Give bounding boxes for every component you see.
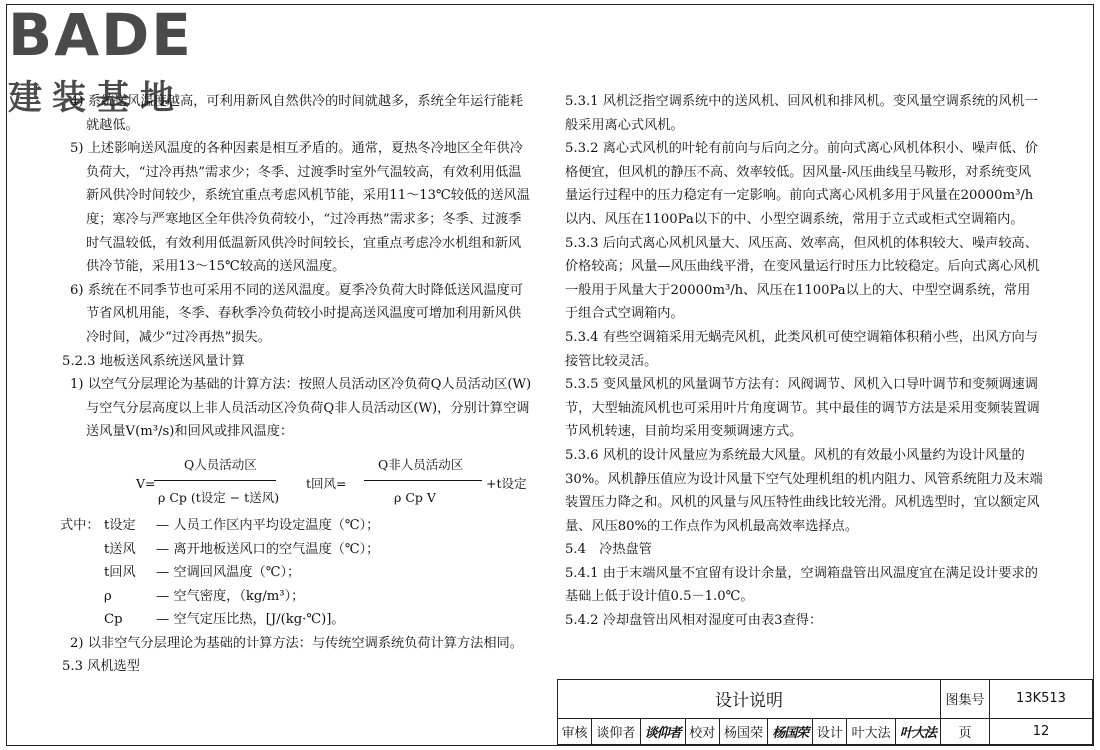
heading-5-2-3: 5.2.3 地板送风系统送风量计算 bbox=[62, 353, 245, 369]
reviewer-name: 谈仰者 bbox=[592, 718, 640, 744]
checker-signature: 杨国荣 bbox=[768, 718, 813, 744]
drawing-title: 设计说明 bbox=[558, 680, 941, 719]
formula-block bbox=[62, 450, 532, 512]
section-5-3-6: 5.3.6 风机的设计风量应为系统最大风量。风机的有效最小风量约为设计风量的30%。风机静压值应为设计风量下空气处理机组的机内阻力、风管系统阻力及末端装置压力降之和。风机的风量与风压特性曲线比较光滑。风机选型时，宜以额定风量、风压80%的工作点作为风机最高效率选择点。 bbox=[565, 447, 1043, 534]
logo-chinese: 建装基地 bbox=[8, 78, 184, 118]
section-5-4-2: 5.4.2 冷却盘管出风相对湿度可由表3查得： bbox=[565, 613, 823, 629]
definitions bbox=[62, 514, 532, 632]
formula-v-den: ρ Cp (t设定 − t送风) bbox=[158, 489, 280, 505]
para-6: 6) 系统在不同季节也可采用不同的送风温度。夏季冷负荷大时降低送风温度可节省风机用能，冬季、春秋季冷负荷较小时提高送风温度可增加利用新风供冷时间，减少“过冷再热”损失。 bbox=[70, 282, 523, 345]
page-number: 12 bbox=[990, 718, 1093, 744]
method-2: 2) 以非空气分层理论为基础的计算方法：与传统空调系统负荷计算方法相同。 bbox=[70, 635, 523, 651]
logo-brand: BADE bbox=[8, 1, 193, 69]
section-5-3-2: 5.3.2 离心式风机的叶轮有前向与后向之分。前向式离心风机体积小、噪声低、价格便宜，但风机的静压不高、效率较低。因风量-风压曲线呈马鞍形，对系统变风量运行过程中的压力稳定有一定影响。前向式离心风机多用于风量在20000m³/h以内、风压在1100Pa以下的中、小型空调系统，常用于立式或柜式空调箱内。 bbox=[565, 141, 1038, 227]
formula-v-num: Q人员活动区 bbox=[184, 456, 257, 472]
method-1: 1) 以空气分层理论为基础的计算方法：按照人员活动区冷负荷Q人员活动区(W)与空气分层高度以上非人员活动区冷负荷Q非人员活动区(W)，分别计算空调送风量V(m³/s)和回风或排风温度： bbox=[70, 377, 532, 440]
left-column bbox=[62, 90, 532, 679]
section-5-3-4: 5.3.4 有些空调箱采用无蜗壳风机，此类风机可使空调箱体积稍小些，出风方向与接管比较灵活。 bbox=[565, 329, 1038, 369]
check-label: 校对 bbox=[685, 718, 719, 744]
heading-5-4: 5.4 冷热盘管 bbox=[565, 542, 652, 558]
designer-signature: 叶大法 bbox=[895, 718, 940, 744]
formula-t-num: Q非人员活动区 bbox=[378, 456, 464, 472]
formula-t-den: ρ Cp V bbox=[394, 489, 436, 505]
checker-name: 杨国荣 bbox=[719, 718, 767, 744]
def-row: t回风 — 空调回风温度（℃）； bbox=[104, 565, 301, 581]
page-label: 页 bbox=[941, 718, 990, 744]
section-5-4-1: 5.4.1 由于末端风量不宜留有设计余量，空调箱盘管出风温度宜在满足设计要求的基础上低于设计值0.5－1.0℃。 bbox=[565, 565, 1038, 605]
heading-5-3: 5.3 风机选型 bbox=[62, 659, 140, 675]
atlas-number: 13K513 bbox=[990, 680, 1093, 719]
para-5: 5) 上述影响送风温度的各种因素是相互矛盾的。通常，夏热冬冷地区全年供冷负荷大，“过冷再热”需求少；冬季、过渡季时室外气温较高，有效利用低温新风供冷时间较少，系统宜重点考虑风机节能，采用11～13℃较低的送风温度；寒冷与严寒地区全年供冷负荷较小，“过冷再热”需求多；冬季、过渡季时气温较低，有效利用低温新风供冷时间较长，宜重点考虑冷水机组和新风供冷节能，采用13～15℃较高的送风温度。 bbox=[70, 141, 530, 275]
review-label: 审核 bbox=[558, 718, 592, 744]
formula-t-tail: +t设定 bbox=[486, 475, 527, 491]
defs-lead: 式中： bbox=[60, 517, 100, 533]
def-row: Cp — 空气定压比热，[J/(kg·℃)]。 bbox=[104, 612, 345, 628]
def-row: t设定 — 人员工作区内平均设定温度（℃）； bbox=[104, 517, 380, 533]
designer-name: 叶大法 bbox=[847, 718, 895, 744]
formula-v-bar bbox=[154, 480, 276, 481]
section-5-3-1: 5.3.1 风机泛指空调系统中的送风机、回风机和排风机。变风量空调系统的风机一般采用离心式风机。 bbox=[565, 94, 1038, 133]
right-column bbox=[565, 90, 1043, 633]
title-block bbox=[557, 679, 1093, 745]
reviewer-signature: 谈仰者 bbox=[640, 718, 685, 744]
formula-t-lhs: t回风= bbox=[306, 475, 347, 491]
def-row: t送风 — 离开地板送风口的空气温度（℃）； bbox=[104, 541, 380, 557]
section-5-3-3: 5.3.3 后向式离心风机风量大、风压高、效率高，但风机的体积较大、噪声较高、价格较高；风量—风压曲线平滑，在变风量运行时压力比较稳定。后向式离心风机一般用于风量大于20000m³/h、风压在1100Pa以上的大、中型空调系统，常用于组合式空调箱内。 bbox=[565, 235, 1040, 322]
design-label: 设计 bbox=[813, 718, 847, 744]
formula-t-bar bbox=[364, 480, 482, 481]
para-4: 4) 系统送风温度越高，可利用新风自然供冷的时间就越多，系统全年运行能耗就越低。 bbox=[70, 94, 523, 133]
def-row: ρ — 空气密度，（kg/m³）； bbox=[104, 588, 305, 604]
formula-v-lhs: V= bbox=[136, 475, 156, 491]
section-5-3-5: 5.3.5 变风量风机的风量调节方法有：风阀调节、风机入口导叶调节和变频调速调节，大型轴流风机也可采用叶片角度调节。其中最佳的调节方法是采用变频装置调节风机转速，目前均采用变频调速方式。 bbox=[565, 377, 1040, 440]
atlas-label: 图集号 bbox=[941, 680, 990, 719]
title-block-table bbox=[557, 679, 1093, 745]
